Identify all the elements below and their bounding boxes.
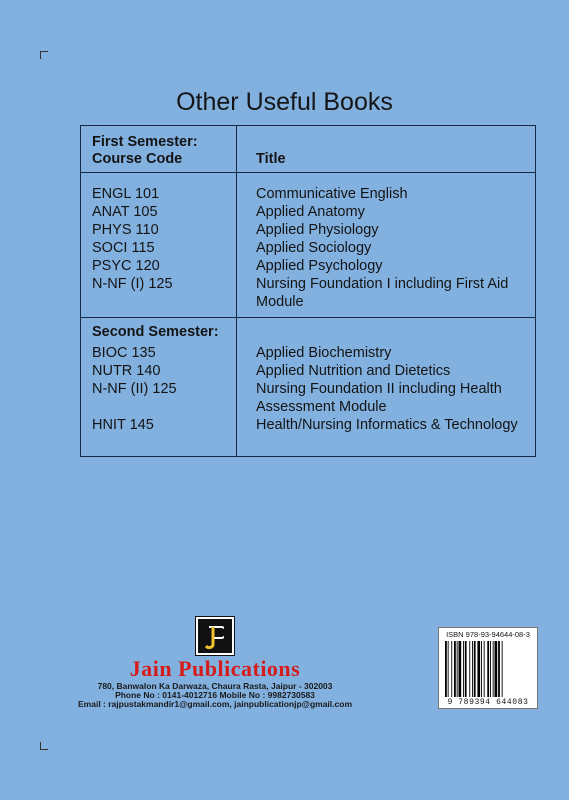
isbn-label: ISBN 978-93-94644-08-3 <box>446 630 530 639</box>
second-semester-label: Second Semester: <box>92 324 219 340</box>
course-title: Communicative English <box>256 186 408 202</box>
column-divider <box>236 126 237 456</box>
header-code <box>92 134 198 168</box>
book-table <box>80 125 536 457</box>
isbn-barcode <box>438 627 538 709</box>
publisher-name: Jain Publications <box>129 656 301 681</box>
publisher-logo-icon <box>196 617 234 655</box>
barcode-bars-icon <box>445 641 533 697</box>
header-title: Title <box>256 151 286 167</box>
header-divider <box>81 172 535 173</box>
publisher-email: Email : rajpustakmandir1@gmail.com, jainpublicationjp@gmail.com <box>78 699 352 709</box>
page-title: Other Useful Books <box>176 88 393 116</box>
course-title: Health/Nursing Informatics & Technology <box>256 417 518 433</box>
course-title: Applied Physiology <box>256 222 379 238</box>
header-code-line2: Course Code <box>92 151 183 167</box>
course-code: N-NF (II) 125 <box>92 381 177 397</box>
barcode-digits: 9 789394 644083 <box>447 698 529 707</box>
crop-mark-top-left <box>40 51 48 59</box>
course-title: Nursing Foundation I including First Aid Module <box>256 276 509 310</box>
course-code: SOCI 115 <box>92 240 155 256</box>
course-code: ANAT 105 <box>92 204 158 220</box>
course-title: Nursing Foundation II including Health Assessment Module <box>256 381 502 415</box>
course-code: NUTR 140 <box>92 363 161 379</box>
publisher-phone: Phone No : 0141-4012716 Mobile No : 9982730583 <box>115 690 315 700</box>
jp-monogram-icon <box>204 625 224 651</box>
course-title: Applied Anatomy <box>256 204 365 220</box>
course-code: PSYC 120 <box>92 258 160 274</box>
semester-divider <box>81 317 535 318</box>
header-code-line1: First Semester: <box>92 134 198 150</box>
course-code: PHYS 110 <box>92 222 159 238</box>
course-title: Applied Nutrition and Dietetics <box>256 363 451 379</box>
course-title: Applied Psychology <box>256 258 383 274</box>
course-code: HNIT 145 <box>92 417 154 433</box>
publisher-address: 780, Banwalon Ka Darwaza, Chaura Rasta, Jaipur - 302003 <box>97 681 333 691</box>
crop-mark-bottom-left <box>40 742 48 750</box>
course-code: N-NF (I) 125 <box>92 276 173 292</box>
course-title: Applied Sociology <box>256 240 372 256</box>
course-code: ENGL 101 <box>92 186 160 202</box>
course-code: BIOC 135 <box>92 345 156 361</box>
course-title: Applied Biochemistry <box>256 345 392 361</box>
